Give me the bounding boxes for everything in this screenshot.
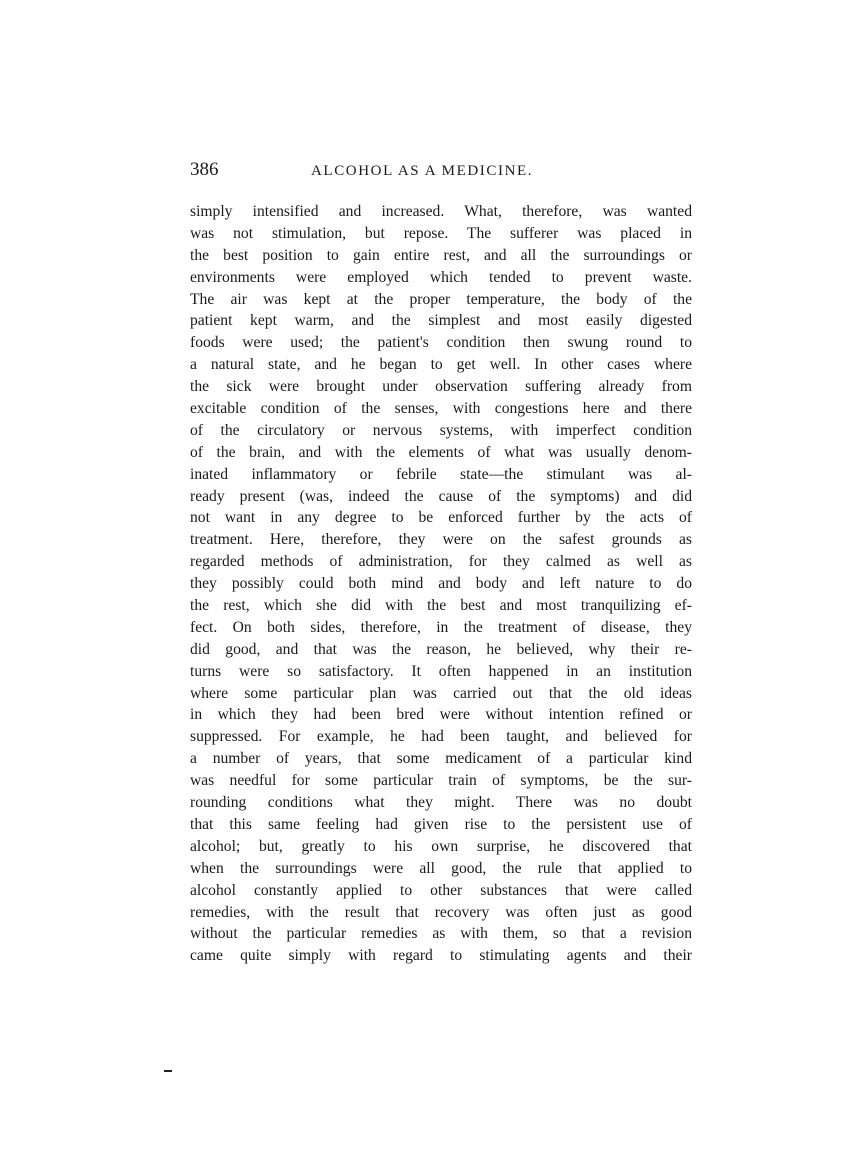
text-line: inated inflammatory or febrile state—the stimulant was al- — [190, 465, 692, 483]
text-line: of the circulatory or nervous systems, with imperfect condition — [190, 421, 692, 439]
text-line: the rest, which she did with the best and most tranquilizing ef- — [190, 597, 692, 615]
text-line: they possibly could both mind and body and left nature to do — [190, 575, 692, 593]
text-line: regarded methods of administration, for they calmed as well as — [190, 553, 692, 571]
text-line: excitable condition of the senses, with congestions here and there — [190, 400, 692, 418]
text-line: fect. On both sides, therefore, in the treatment of disease, they — [190, 618, 692, 636]
running-head — [190, 158, 690, 184]
text-line: was needful for some particular train of symptoms, be the sur- — [190, 772, 692, 790]
text-line: alcohol; but, greatly to his own surprise, he discovered that — [190, 837, 692, 855]
body-text — [190, 201, 692, 967]
text-line: not want in any degree to be enforced further by the acts of — [190, 509, 692, 527]
text-line: that this same feeling had given rise to the persistent use of — [190, 815, 692, 833]
text-line: foods were used; the patient's condition then swung round to — [190, 334, 692, 352]
text-line: suppressed. For example, he had been taught, and believed for — [190, 728, 692, 746]
page-number: 386 — [190, 159, 219, 180]
text-line: in which they had been bred were without intention refined or — [190, 706, 692, 724]
running-title: ALCOHOL AS A MEDICINE. — [311, 163, 534, 179]
text-line: a number of years, that some medicament of a particular kind — [190, 750, 692, 768]
text-line: the sick were brought under observation suffering already from — [190, 378, 692, 396]
text-line: did good, and that was the reason, he believed, why their re- — [190, 640, 692, 658]
text-line: without the particular remedies as with them, so that a revision — [190, 925, 692, 943]
text-line: environments were employed which tended to prevent waste. — [190, 268, 692, 286]
text-line: alcohol constantly applied to other substances that were called — [190, 881, 692, 899]
text-line: simply intensified and increased. What, therefore, was wanted — [190, 203, 692, 220]
text-line: was not stimulation, but repose. The sufferer was placed in — [190, 224, 692, 242]
margin-mark — [164, 1070, 172, 1072]
text-line: came quite simply with regard to stimulating agents and their — [190, 947, 692, 965]
text-line: turns were so satisfactory. It often happened in an institution — [190, 662, 692, 680]
text-line: when the surroundings were all good, the rule that applied to — [190, 859, 692, 877]
text-line: treatment. Here, therefore, they were on the safest grounds as — [190, 531, 692, 549]
text-line: rounding conditions what they might. There was no doubt — [190, 794, 692, 812]
text-line: remedies, with the result that recovery was often just as good — [190, 903, 692, 921]
text-line: a natural state, and he began to get well. In other cases where — [190, 356, 692, 374]
text-line: of the brain, and with the elements of what was usually denom- — [190, 443, 692, 461]
text-line: ready present (was, indeed the cause of the symptoms) and did — [190, 487, 692, 505]
text-line: where some particular plan was carried out that the old ideas — [190, 684, 692, 702]
text-line: The air was kept at the proper temperature, the body of the — [190, 290, 692, 308]
text-line: the best position to gain entire rest, and all the surroundings or — [190, 246, 692, 264]
text-line: patient kept warm, and the simplest and most easily digested — [190, 312, 692, 330]
